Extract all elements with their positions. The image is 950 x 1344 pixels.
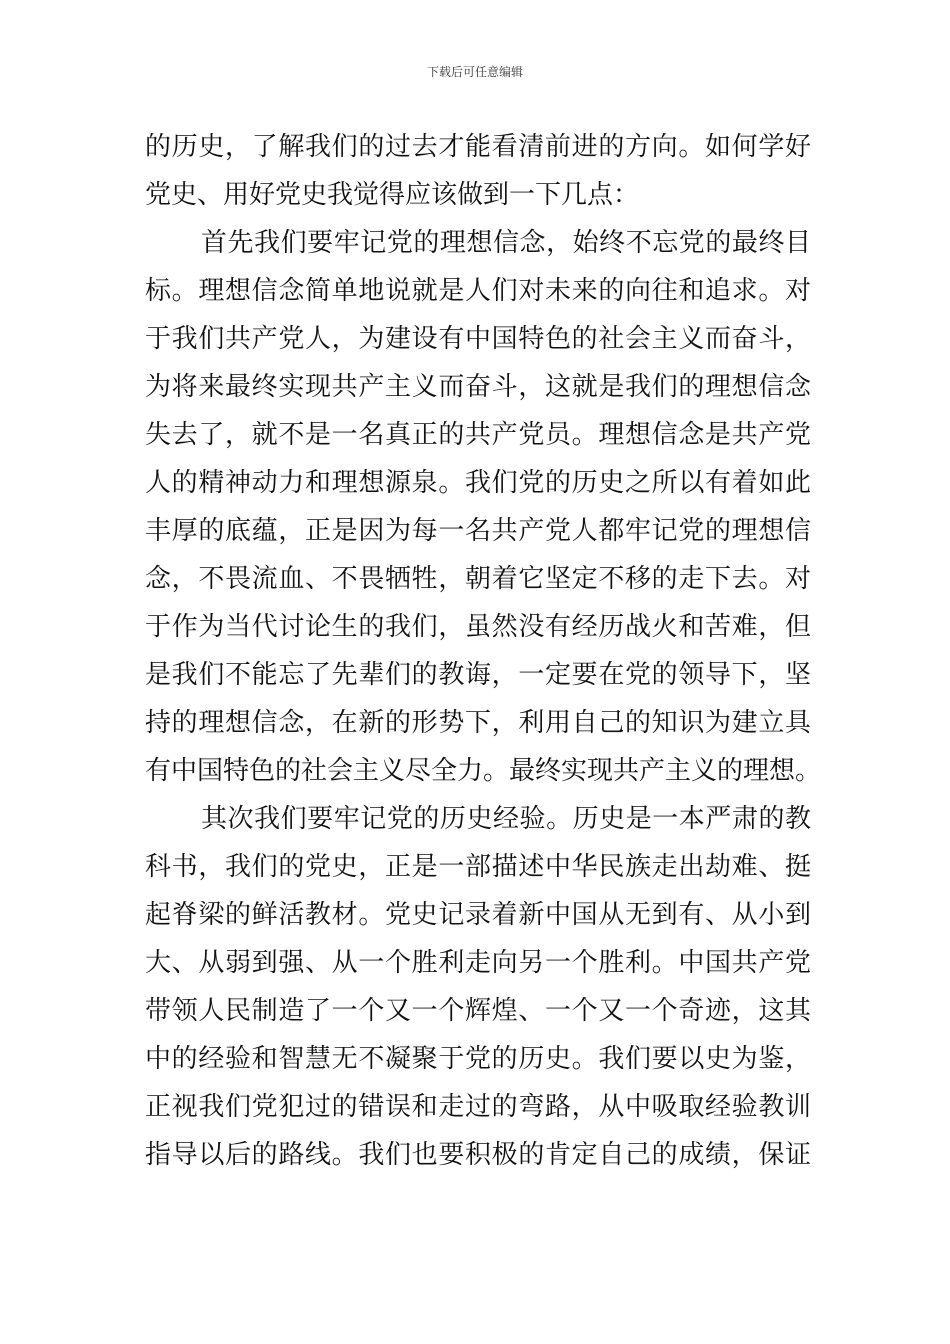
text-line: 持的理想信念，在新的形势下，利用自己的知识为建立具 bbox=[145, 708, 811, 738]
page-header-note: 下载后可任意编辑 bbox=[426, 65, 523, 79]
text-line: 指导以后的路线。我们也要积极的肯定自己的成绩，保证 bbox=[145, 1140, 811, 1170]
text-line: 失去了，就不是一名真正的共产党员。理想信念是共产党 bbox=[145, 420, 811, 450]
text-line: 于作为当代讨论生的我们，虽然没有经历战火和苦难，但 bbox=[145, 612, 811, 642]
text-line: 正视我们党犯过的错误和走过的弯路，从中吸取经验教训 bbox=[145, 1092, 811, 1122]
text-line: 是我们不能忘了先辈们的教诲，一定要在党的领导下，坚 bbox=[145, 660, 811, 690]
document-body bbox=[145, 123, 822, 1179]
text-line: 带领人民制造了一个又一个辉煌、一个又一个奇迹，这其 bbox=[145, 996, 811, 1026]
text-line: 有中国特色的社会主义尽全力。最终实现共产主义的理想。 bbox=[145, 756, 822, 786]
paragraph-first-line: 其次我们要牢记党的历史经验。历史是一本严肃的教 bbox=[201, 804, 811, 834]
text-line: 于我们共产党人，为建设有中国特色的社会主义而奋斗， bbox=[145, 324, 811, 354]
paragraph-first-line: 首先我们要牢记党的理想信念，始终不忘党的最终目 bbox=[201, 228, 811, 258]
text-line: 念，不畏流血、不畏牺牲，朝着它坚定不移的走下去。对 bbox=[145, 564, 811, 594]
text-line: 的历史，了解我们的过去才能看清前进的方向。如何学好 bbox=[145, 132, 811, 162]
text-line: 党史、用好党史我觉得应该做到一下几点： bbox=[145, 180, 640, 210]
text-line: 科书，我们的党史，正是一部描述中华民族走出劫难、挺 bbox=[145, 852, 811, 882]
text-line: 标。理想信念简单地说就是人们对未来的向往和追求。对 bbox=[145, 276, 811, 306]
text-line: 为将来最终实现共产主义而奋斗，这就是我们的理想信念 bbox=[145, 372, 811, 402]
text-line: 人的精神动力和理想源泉。我们党的历史之所以有着如此 bbox=[145, 468, 811, 498]
text-line: 中的经验和智慧无不凝聚于党的历史。我们要以史为鉴， bbox=[145, 1044, 811, 1074]
text-line: 丰厚的底蕴，正是因为每一名共产党人都牢记党的理想信 bbox=[145, 516, 811, 546]
text-line: 大、从弱到强、从一个胜利走向另一个胜利。中国共产党 bbox=[145, 948, 811, 978]
text-line: 起脊梁的鲜活教材。党史记录着新中国从无到有、从小到 bbox=[145, 900, 811, 930]
